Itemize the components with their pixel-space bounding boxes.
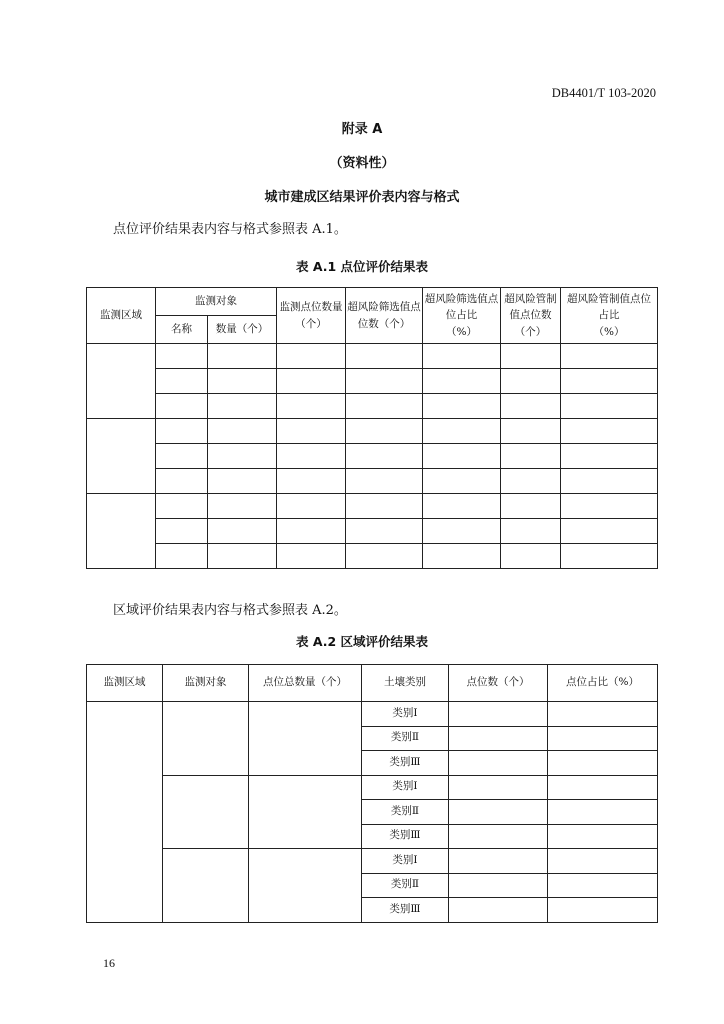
header-object: 监测对象 <box>163 665 249 702</box>
soil-type-cell: 类别Ⅱ <box>362 873 449 898</box>
object-cell <box>163 702 249 776</box>
point-evaluation-table <box>86 287 658 569</box>
total-points-cell <box>249 775 362 849</box>
header-area: 监测区域 <box>87 288 156 344</box>
table-row <box>87 369 658 394</box>
table-row <box>87 444 658 469</box>
appendix-title: 附录 A <box>341 122 383 137</box>
soil-type-cell: 类别Ⅰ <box>362 702 449 727</box>
soil-type-cell: 类别Ⅱ <box>362 726 449 751</box>
appendix-nature: （资料性） <box>329 156 395 171</box>
table-row <box>87 469 658 494</box>
section2-intro: 区域评价结果表内容与格式参照表 A.2。 <box>113 603 347 618</box>
table-row <box>87 519 658 544</box>
area-evaluation-table <box>86 664 658 923</box>
header-object-name: 名称 <box>156 316 208 344</box>
page-number: 16 <box>103 956 115 970</box>
table-row <box>87 494 658 519</box>
header-control-count: 超风险管制 值点位数 （个） <box>501 288 561 344</box>
soil-type-cell: 类别Ⅱ <box>362 800 449 825</box>
object-cell <box>163 775 249 849</box>
appendix-heading: 城市建成区结果评价表内容与格式 <box>264 190 460 205</box>
area-cell <box>87 494 156 569</box>
table-row <box>87 775 658 800</box>
header-object-count: 数量（个） <box>208 316 277 344</box>
header-area: 监测区域 <box>87 665 163 702</box>
header-screen-count: 超风险筛选值点 位数（个） <box>346 288 423 344</box>
table-row <box>87 702 658 727</box>
object-cell <box>163 849 249 923</box>
table2-caption: 表 A.2 区域评价结果表 <box>295 634 429 649</box>
header-total-points: 点位总数量（个） <box>249 665 362 702</box>
area-cell <box>87 702 163 923</box>
area-cell <box>87 419 156 494</box>
header-points: 点位数（个） <box>449 665 548 702</box>
soil-type-cell: 类别Ⅰ <box>362 849 449 874</box>
standard-number: DB4401/T 103-2020 <box>551 86 656 100</box>
table-row <box>87 849 658 874</box>
header-soil-type: 土壤类别 <box>362 665 449 702</box>
soil-type-cell: 类别Ⅰ <box>362 775 449 800</box>
area-cell <box>87 344 156 419</box>
table-row <box>87 344 658 369</box>
header-control-ratio: 超风险管制值点位 占比 （%） <box>561 288 658 344</box>
soil-type-cell: 类别Ⅲ <box>362 898 449 923</box>
section1-intro: 点位评价结果表内容与格式参照表 A.1。 <box>113 222 347 237</box>
total-points-cell <box>249 849 362 923</box>
soil-type-cell: 类别Ⅲ <box>362 751 449 776</box>
table-row <box>87 544 658 569</box>
table-row <box>87 419 658 444</box>
header-object: 监测对象 <box>156 288 277 316</box>
table-row <box>87 394 658 419</box>
soil-type-cell: 类别Ⅲ <box>362 824 449 849</box>
total-points-cell <box>249 702 362 776</box>
table1-caption: 表 A.1 点位评价结果表 <box>295 259 429 274</box>
header-points-count: 监测点位数量 （个） <box>277 288 346 344</box>
header-screen-ratio: 超风险筛选值点 位占比 （%） <box>423 288 501 344</box>
header-ratio: 点位占比（%） <box>548 665 658 702</box>
